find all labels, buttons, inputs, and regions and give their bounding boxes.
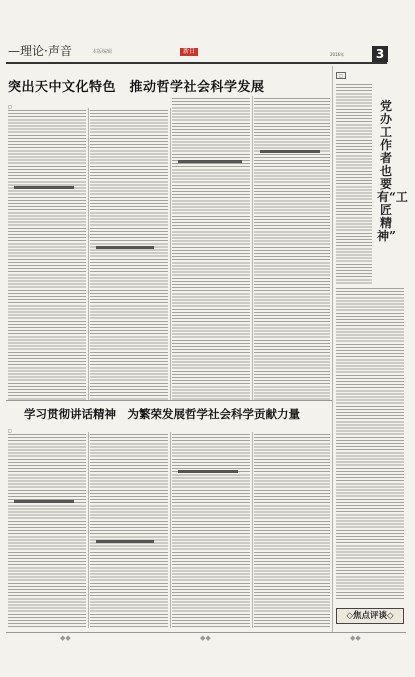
article2-body-column	[254, 434, 330, 628]
sidebar-divider	[332, 66, 333, 632]
article1-subheading	[178, 160, 242, 163]
footer-ornament: ◆◆	[60, 634, 71, 642]
article1-body-column	[172, 98, 250, 400]
page-number: 3	[372, 46, 388, 62]
article2-headline: 学习贯彻讲话精神 为繁荣发展哲学社会科学贡献力量	[24, 407, 300, 421]
article1-body-column	[90, 110, 168, 400]
sidebar-tag: □	[336, 72, 346, 79]
issue-date: 2016年	[330, 52, 345, 57]
article1-headline: 突出天中文化特色 推动哲学社会科学发展	[8, 80, 265, 95]
article1-byline: □	[8, 104, 12, 109]
article-separator	[6, 400, 332, 401]
column-divider	[88, 108, 89, 400]
article1-subheading	[260, 150, 320, 153]
column-divider	[170, 432, 171, 628]
article2-body-column	[90, 434, 168, 628]
masthead-logo: 新日	[180, 48, 198, 56]
footer-rule	[6, 632, 406, 633]
article2-body-column	[172, 434, 250, 628]
sidebar-body-column	[336, 84, 372, 284]
sidebar-headline: 党办工作者也要有“工匠精神”	[377, 99, 408, 243]
article1-subheading	[14, 186, 74, 189]
column-divider	[252, 432, 253, 628]
article2-subheading	[96, 540, 154, 543]
article2-byline: □	[8, 428, 12, 433]
footer-ornament: ◆◆	[350, 634, 361, 642]
article2-body-column	[8, 434, 86, 628]
column-divider	[88, 432, 89, 628]
sidebar-body-column	[336, 288, 404, 600]
article2-subheading	[14, 500, 74, 503]
article2-subheading	[178, 470, 238, 473]
article1-body-column	[8, 110, 86, 400]
article1-body-column	[254, 98, 330, 400]
section-title: —理论·声音	[8, 44, 72, 58]
page-header	[0, 0, 415, 62]
footer-ornament: ◆◆	[200, 634, 211, 642]
header-rule	[6, 62, 387, 64]
focus-review-box: ◇焦点评谈◇	[336, 608, 404, 624]
header-subtitle: 本版编辑	[92, 49, 113, 55]
column-divider	[252, 96, 253, 400]
article1-subheading	[96, 246, 154, 249]
column-divider	[170, 108, 171, 400]
